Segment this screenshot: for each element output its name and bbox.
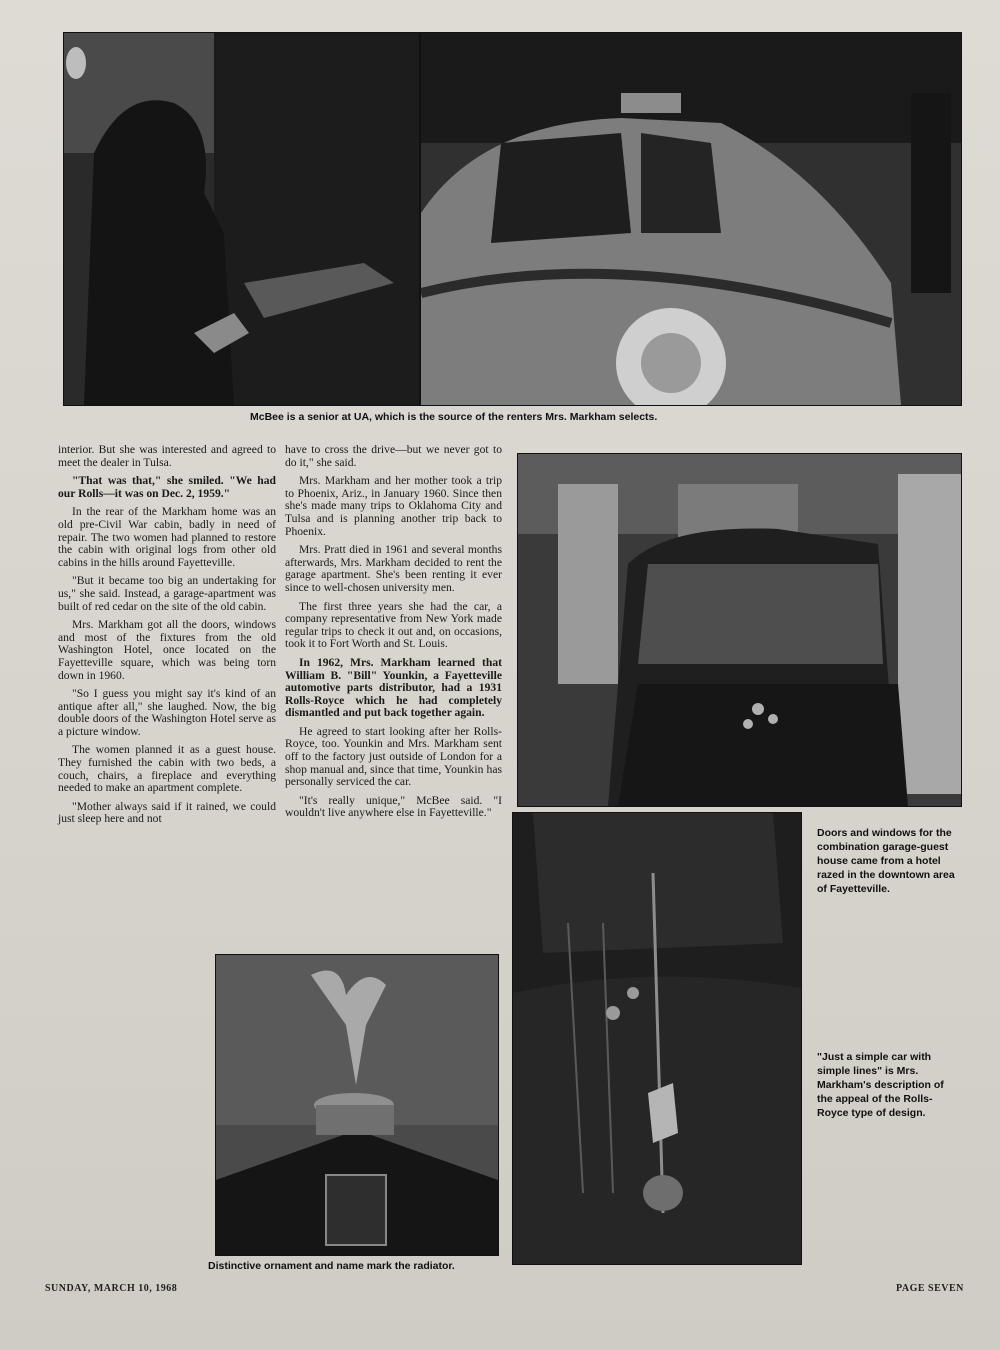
paragraph: Mrs. Pratt died in 1961 and several months afterwards, Mrs. Markham decided to rent the garage apartment. She's been renting it ever since to well-chosen university men. bbox=[285, 543, 502, 594]
paragraph: "That was that," she smiled. "We had our Rolls—it was on Dec. 2, 1959." bbox=[58, 474, 276, 500]
photo-rolls-royce-garage bbox=[420, 32, 962, 406]
paragraph: Mrs. Markham and her mother took a trip to Phoenix, Ariz., in January 1960. Since then she's made many trips to Oklahoma City and Tulsa and is planning another trip back to Phoenix. bbox=[285, 474, 502, 538]
paragraph: "But it became too big an undertaking for us," she said. Instead, a garage-apartment was built of red cedar on the site of the old cabin. bbox=[58, 574, 276, 613]
paragraph: "Mother always said if it rained, we could just sleep here and not bbox=[58, 799, 276, 826]
caption-simple-car: "Just a simple car with simple lines" is Mrs. Markham's description of the appeal of the Rolls-Royce type of design. bbox=[817, 1051, 944, 1119]
photo-spirit-of-ecstasy-ornament bbox=[215, 954, 499, 1256]
paragraph: interior. But she was interested and agreed to meet the dealer in Tulsa. bbox=[58, 443, 276, 469]
paragraph: In 1962, Mrs. Markham learned that William B. "Bill" Younkin, a Fayetteville automotive parts distributor, had a 1931 Rolls-Royce which he had completely dismantled and put back together again. bbox=[285, 655, 502, 720]
paragraph: "So I guess you might say it's kind of an antique after all," she laughed. Now, the big double doors of the Washington Hotel serve as a picture window. bbox=[58, 687, 276, 738]
paragraph: have to cross the drive—but we never got to do it," she said. bbox=[285, 443, 502, 469]
paragraph: In the rear of the Markham home was an old pre-Civil War cabin, badly in need of repair. The two women had planned to restore the cabin with original logs from other old cabins in the hills around Fayetteville. bbox=[58, 505, 276, 569]
photo-mcbee-at-desk bbox=[63, 32, 420, 406]
footer-date: SUNDAY, MARCH 10, 1968 bbox=[45, 1283, 178, 1294]
caption-ornament: Distinctive ornament and name mark the radiator. bbox=[208, 1260, 455, 1272]
paragraph: "It's really unique," McBee said. "I wouldn't live anywhere else in Fayetteville." bbox=[285, 793, 502, 820]
photo-hood-ornament-front bbox=[512, 812, 802, 1265]
paragraph: The first three years she had the car, a company representative from New York made regular trips to check it out and, on occasions, took it to Fort Worth and St. Louis. bbox=[285, 599, 502, 651]
paragraph: The women planned it as a guest house. They furnished the cabin with two beds, a couch, chairs, a fireplace and everything needed to make an apartment complete. bbox=[58, 743, 276, 795]
photo-car-garage-doors bbox=[517, 453, 962, 807]
article-column-1 bbox=[58, 444, 276, 832]
footer-page-number: PAGE SEVEN bbox=[896, 1283, 964, 1294]
article-column-2 bbox=[285, 444, 502, 826]
caption-top-photo: McBee is a senior at UA, which is the source of the renters Mrs. Markham selects. bbox=[250, 411, 658, 423]
paragraph: Mrs. Markham got all the doors, windows and most of the fixtures from the old Washington Hotel, once located on the Fayetteville square, which was being torn down in 1960. bbox=[58, 618, 276, 682]
caption-doors-windows: Doors and windows for the combination garage-guest house came from a hotel razed in the downtown area of Fayetteville. bbox=[817, 827, 955, 895]
paragraph: He agreed to start looking after her Rolls-Royce, too. Younkin and Mrs. Markham sent off to the factory just outside of London for a shop manual and, since that time, Younkin has personally serviced the car. bbox=[285, 724, 502, 789]
